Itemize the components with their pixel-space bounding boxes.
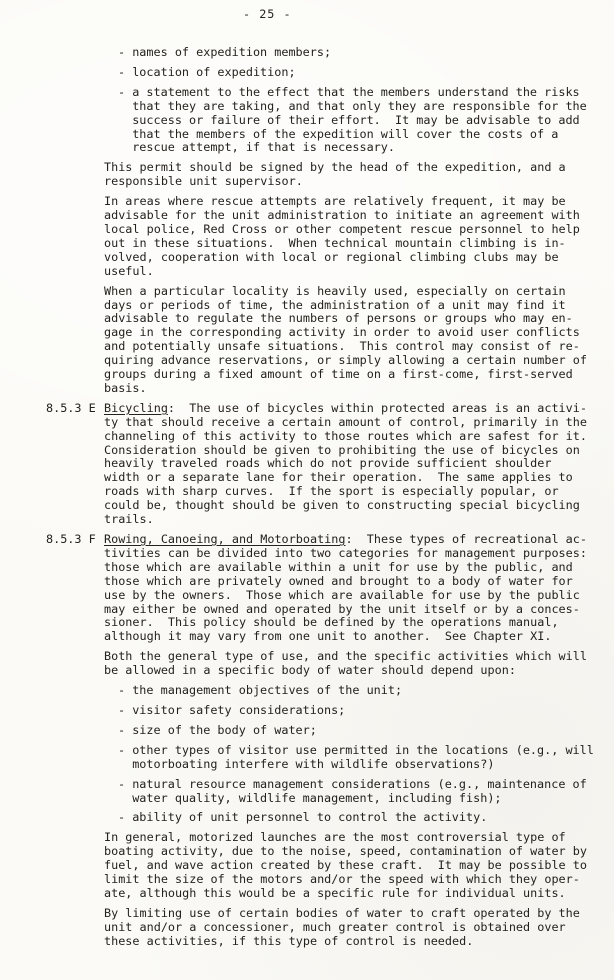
text-line: ty that should receive a certain amount of control, primarily in the [104,414,587,429]
text-line: and potentially unsafe situations. This control may consist of re- [104,339,580,354]
bullet-item [118,86,606,156]
bullet-item [118,778,606,806]
text-line: - a statement to the effect that the members understand the risks [118,84,580,99]
text-line: gage in the corresponding activity in order to avoid user conflicts [104,325,580,340]
section-heading-line [104,402,606,416]
bullet-item [118,744,606,772]
paragraph [104,831,606,901]
text-line: these activities, if this type of control is needed. [104,933,474,948]
text-line: - location of expedition; [118,64,296,79]
section-8-5-3-F [46,532,606,644]
text-line: volved, cooperation with local or regional climbing clubs may be [104,249,559,264]
section-8-5-3-E [46,400,606,527]
text-line: rescue attempt, if that is necessary. [118,140,395,155]
section-heading: Bicycling [104,400,168,415]
bullet-item [118,46,606,60]
text-line: quiring advance reservations, or simply allowing a certain number of [104,353,587,368]
text-line: This permit should be signed by the head of the expedition, and a [104,160,566,175]
text-line: although it may vary from one unit to another. See Chapter XI. [104,629,552,644]
bullet-item [118,811,606,825]
text-line: those which are available within a unit for use by the public, and [104,559,573,574]
text-line: success or failure of their effort. It may be advisable to add [118,112,580,127]
text-line: In general, motorized launches are the most controversial type of [104,830,566,845]
text-line: Consideration should be given to prohibiting the use of bicycles on [104,442,580,457]
text-line: ate, although this would be a specific rule for individual units. [104,885,566,900]
text-line: boating activity, due to the noise, speed, contamination of water by [104,844,587,859]
text-line: - other types of visitor use permitted in the locations (e.g., will [118,742,594,757]
text-line: tivities can be divided into two categories for management purposes: [104,545,587,560]
text-line: trails. [104,512,154,527]
bullet-list [104,684,606,825]
text-line: could be, thought should be given to constructing special bicycling [104,498,580,513]
section-heading-rest: : The use of bicycles within protected areas is an activi- [167,400,587,415]
text-line: When a particular locality is heavily used, especially on certain [104,283,566,298]
bullet-item [118,66,606,80]
text-line: - names of expedition members; [118,45,332,59]
text-line: - visitor safety considerations; [118,702,346,717]
text-line: - natural resource management considerations (e.g., maintenance of [118,776,587,791]
paragraph [104,907,606,949]
text-line: By limiting use of certain bodies of water to craft operated by the [104,905,580,920]
page-number: - 25 - [243,7,292,21]
text-line: use by the owners. Those which are available for use by the public [104,587,580,602]
text-line: heavily traveled roads which do not provide sufficient shoulder [104,456,552,471]
text-line: out in these situations. When technical mountain climbing is in- [104,235,566,250]
bullet-item [118,704,606,718]
text-line: water quality, wildlife management, including fish); [118,790,502,805]
paragraph [104,195,606,278]
section-heading: Rowing, Canoeing, and Motorboating [104,532,346,546]
text-line: - size of the body of water; [118,722,317,737]
paragraph [104,650,606,678]
paragraph [104,285,606,396]
bullet-item [118,684,606,698]
text-line: days or periods of time, the administration of a unit may find it [104,297,566,312]
text-line: unit and/or a concessioner, much greater control is obtained over [104,919,566,934]
text-line: - ability of unit personnel to control the activity. [118,810,488,825]
text-line: roads with sharp curves. If the sport is especially popular, or [104,484,559,499]
text-line: channeling of this activity to those routes which are safest for it. [104,428,587,443]
text-line: basis. [104,380,147,395]
text-line: useful. [104,263,154,278]
text-line: - the management objectives of the unit; [118,683,403,698]
text-line: width or a separate lane for their operation. The same applies to [104,470,573,485]
text-line: advisable for the unit administration to initiate an agreement with [104,208,580,223]
section-number: 8.5.3 E [46,400,96,415]
text-line: limit the size of the motors and/or the speed with which they oper- [104,872,580,887]
document-body [46,45,606,955]
bullet-list [104,46,606,155]
text-line: that they are taking, and that only they are responsible for the [118,98,587,113]
text-line: advisable to regulate the numbers of persons or groups who may en- [104,311,573,326]
paragraph [104,161,606,189]
text-line: local police, Red Cross or other competent rescue personnel to help [104,221,580,236]
text-line: that the members of the expedition will cover the costs of a [118,126,559,141]
text-line: motorboating interfere with wildlife observations?) [118,756,495,771]
text-line: sioner. This policy should be defined by the operations manual, [104,615,559,630]
section-heading-rest: : These types of recreational ac- [345,532,587,546]
text-line: may either be owned and operated by the unit itself or by a conces- [104,601,580,616]
text-line: responsible unit supervisor. [104,174,303,189]
text-line: those which are privately owned and brought to a body of water for [104,573,573,588]
text-line: groups during a fixed amount of time on a first-come, first-served [104,367,573,382]
section-heading-line [104,533,606,547]
bullet-item [118,724,606,738]
text-line: be allowed in a specific body of water should depend upon: [104,663,516,678]
text-line: fuel, and wave action created by these craft. It may be possible to [104,858,587,873]
text-line: Both the general type of use, and the specific activities which will [104,649,587,664]
text-line: In areas where rescue attempts are relatively frequent, it may be [104,194,566,209]
section-number: 8.5.3 F [46,532,96,546]
